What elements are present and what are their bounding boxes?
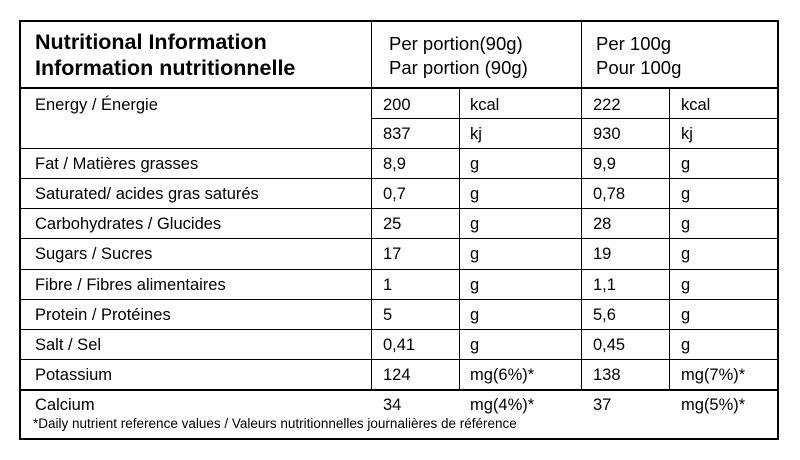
row-divider bbox=[21, 208, 777, 209]
portion-value: 837 bbox=[383, 125, 411, 143]
per100-value: 9,9 bbox=[593, 155, 616, 173]
header-rule bbox=[21, 87, 777, 89]
portion-value: 5 bbox=[383, 306, 393, 324]
portion-value: 0,7 bbox=[383, 185, 406, 203]
nutrient-label: Carbohydrates / Glucides bbox=[35, 215, 222, 233]
per100-unit: mg(5%)* bbox=[681, 396, 746, 414]
per100-unit: g bbox=[681, 306, 691, 324]
per100-value: 1,1 bbox=[593, 276, 616, 294]
per100-unit: kcal bbox=[681, 96, 711, 114]
row-divider bbox=[21, 359, 777, 360]
row-divider bbox=[21, 299, 777, 300]
column-divider-portion bbox=[371, 22, 372, 390]
portion-unit: g bbox=[470, 306, 480, 324]
per100-value: 5,6 bbox=[593, 306, 616, 324]
column-divider-per100 bbox=[581, 22, 582, 390]
portion-value: 8,9 bbox=[383, 155, 406, 173]
per100-unit: g bbox=[681, 245, 691, 263]
portion-unit: g bbox=[470, 276, 480, 294]
per100-value: 28 bbox=[593, 215, 612, 233]
per100-unit: mg(7%)* bbox=[681, 366, 746, 384]
per-100g-heading-fr: Pour 100g bbox=[596, 57, 682, 78]
per100-value: 37 bbox=[593, 396, 612, 414]
portion-unit: g bbox=[470, 245, 480, 263]
per-portion-heading-fr: Par portion (90g) bbox=[389, 57, 528, 78]
per100-value: 930 bbox=[593, 125, 621, 143]
nutrient-label: Saturated/ acides gras saturés bbox=[35, 185, 259, 203]
per100-unit: g bbox=[681, 336, 691, 354]
row-divider bbox=[21, 269, 777, 270]
nutrient-label: Salt / Sel bbox=[35, 336, 102, 354]
portion-unit: g bbox=[470, 215, 480, 233]
footer-rule bbox=[21, 389, 777, 391]
per-portion-heading-en: Per portion(90g) bbox=[389, 33, 523, 54]
portion-unit: mg(6%)* bbox=[470, 366, 535, 384]
portion-unit: g bbox=[470, 185, 480, 203]
per-100g-heading-en: Per 100g bbox=[596, 33, 672, 54]
nutrient-label: Energy / Énergie bbox=[35, 96, 158, 114]
row-divider bbox=[21, 329, 777, 330]
title-english: Nutritional Information bbox=[35, 30, 267, 54]
nutrient-label: Potassium bbox=[35, 366, 113, 384]
nutrient-label: Fibre / Fibres alimentaires bbox=[35, 276, 226, 294]
per100-unit: g bbox=[681, 185, 691, 203]
nutrient-label: Sugars / Sucres bbox=[35, 245, 153, 263]
per100-unit: g bbox=[681, 276, 691, 294]
per100-unit: g bbox=[681, 155, 691, 173]
nutrient-label: Fat / Matières grasses bbox=[35, 155, 199, 173]
row-divider bbox=[371, 118, 777, 119]
per100-value: 138 bbox=[593, 366, 621, 384]
portion-value: 25 bbox=[383, 215, 402, 233]
per100-value: 222 bbox=[593, 96, 621, 114]
portion-unit: kcal bbox=[470, 96, 500, 114]
per100-value: 0,45 bbox=[593, 336, 626, 354]
per100-value: 19 bbox=[593, 245, 612, 263]
portion-value: 0,41 bbox=[383, 336, 416, 354]
portion-unit: g bbox=[470, 155, 480, 173]
portion-unit: mg(4%)* bbox=[470, 396, 535, 414]
row-divider bbox=[21, 238, 777, 239]
portion-value: 34 bbox=[383, 396, 402, 414]
unit-divider-per100 bbox=[669, 88, 670, 390]
nutrition-table bbox=[19, 20, 779, 440]
portion-value: 17 bbox=[383, 245, 402, 263]
footnote: *Daily nutrient reference values / Valeurs nutritionnelles journalières de référence bbox=[33, 416, 517, 431]
portion-value: 124 bbox=[383, 366, 411, 384]
nutrient-label: Protein / Protéines bbox=[35, 306, 171, 324]
title-french: Information nutritionnelle bbox=[35, 56, 296, 80]
portion-unit: g bbox=[470, 336, 480, 354]
portion-value: 1 bbox=[383, 276, 393, 294]
unit-divider-portion bbox=[459, 88, 460, 390]
per100-unit: g bbox=[681, 215, 691, 233]
portion-value: 200 bbox=[383, 96, 411, 114]
per100-unit: kj bbox=[681, 125, 693, 143]
portion-unit: kj bbox=[470, 125, 482, 143]
row-divider bbox=[21, 178, 777, 179]
row-divider bbox=[21, 148, 777, 149]
nutrient-label: Calcium bbox=[35, 396, 95, 414]
per100-value: 0,78 bbox=[593, 185, 626, 203]
